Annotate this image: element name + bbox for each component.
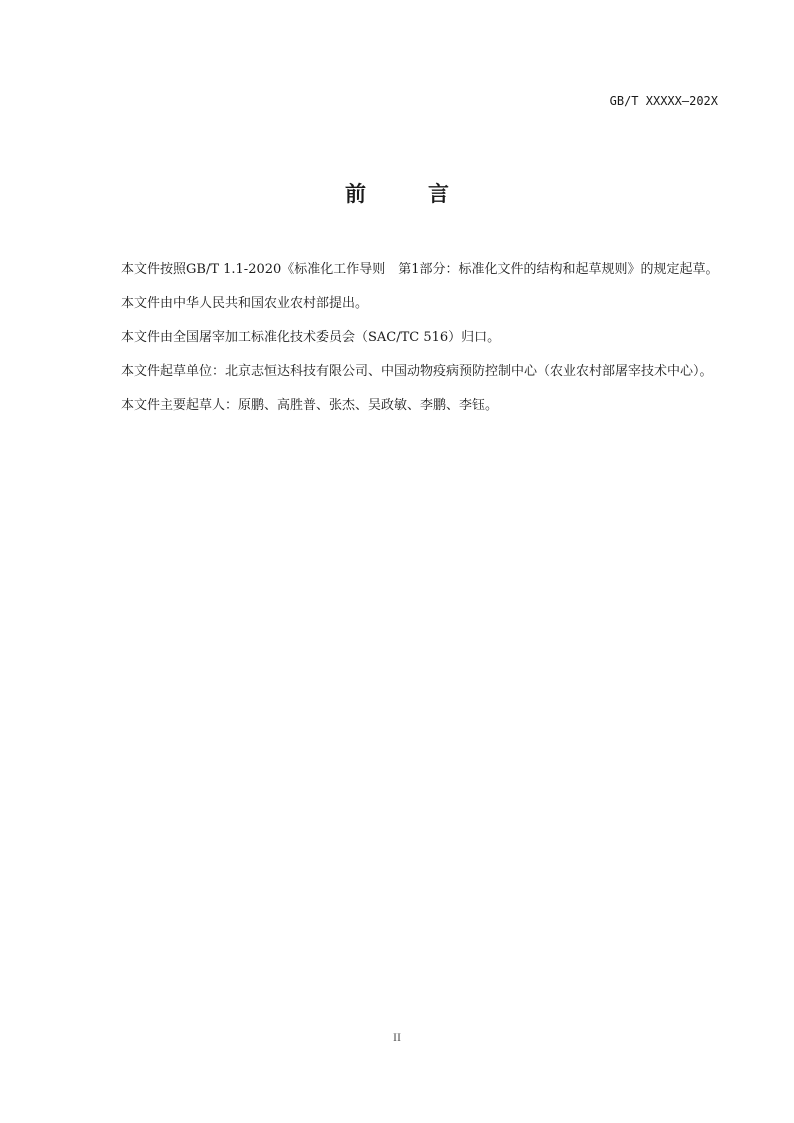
page-title: 前 言 (345, 182, 477, 206)
paragraph-proposer: 本文件由中华人民共和国农业农村部提出。 (121, 296, 369, 311)
paragraph-drafting-basis: 本文件按照GB/T 1.1-2020《标准化工作导则 第1部分：标准化文件的结构和起草规则》的规定起草。 (121, 262, 719, 277)
document-code: GB/T XXXXX—202X (609, 94, 718, 108)
paragraph-drafters: 本文件主要起草人：原鹏、高胜普、张杰、吴政敏、李鹏、李钰。 (121, 398, 499, 413)
page-number: II (393, 1030, 401, 1044)
paragraph-drafting-units: 本文件起草单位：北京志恒达科技有限公司、中国动物疫病预防控制中心（农业农村部屠宰技术中心）。 (121, 364, 713, 379)
foreword-body (95, 256, 722, 426)
paragraph-committee: 本文件由全国屠宰加工标准化技术委员会（SAC/TC 516）归口。 (121, 330, 501, 345)
